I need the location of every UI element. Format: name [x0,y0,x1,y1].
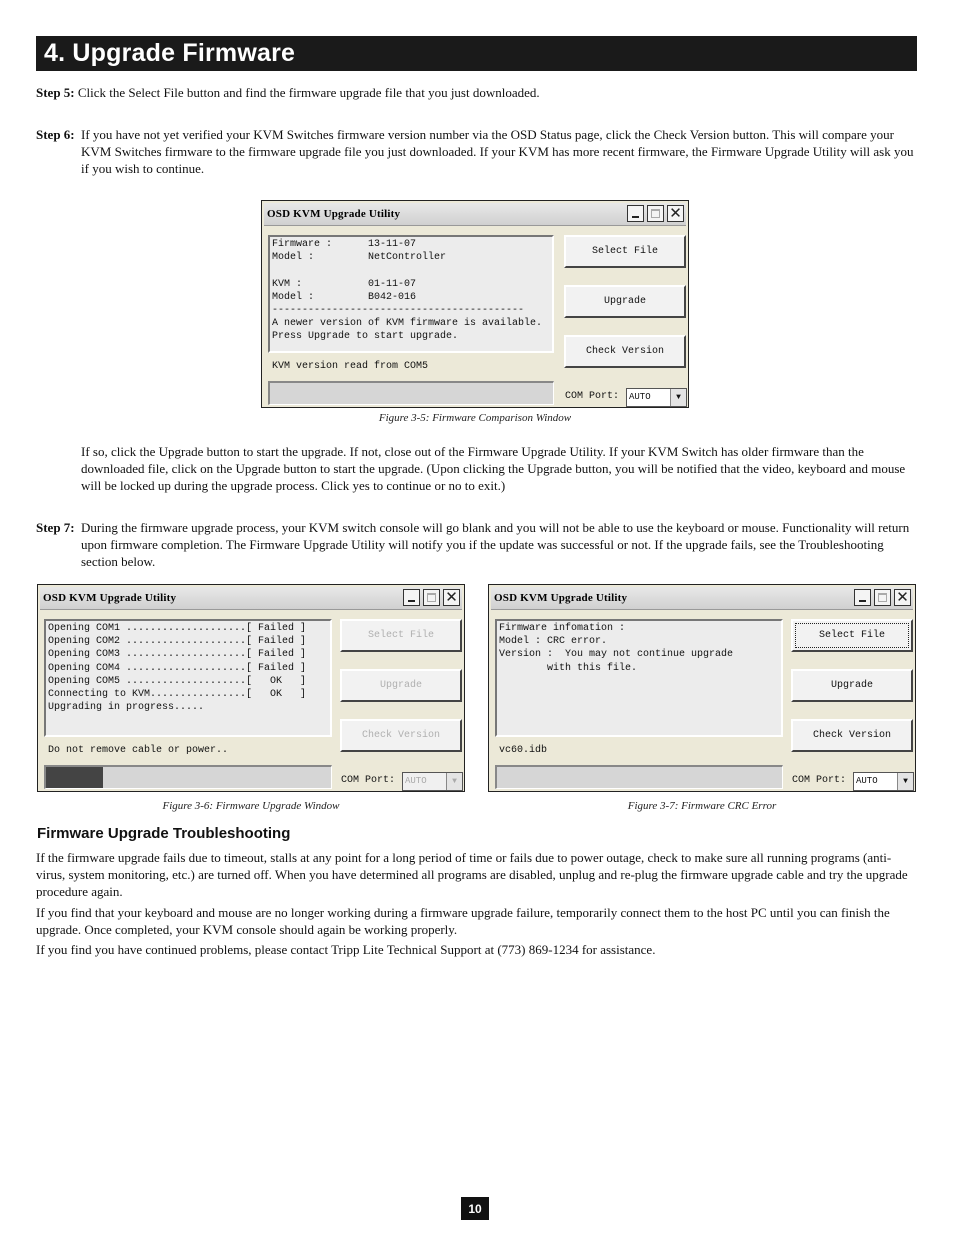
com-port-label: COM Port: [792,775,847,786]
window-titlebar [40,587,462,610]
step-6-text: If you have not yet verified your KVM Switches firmware version number via the OSD Status page, click the Check Version button. This will compare your KVM Switches firmware to the firmware upgrade file you just downloaded. If your KVM has more recent firmware, the Firmware Upgrade Utility will ask you if you wish to continue. [81,127,914,176]
check-version-button[interactable]: Check Version [564,335,686,368]
figure-caption: Figure 3-6: Firmware Upgrade Window [162,800,340,812]
troubleshooting-heading: Firmware Upgrade Troubleshooting [37,825,291,842]
maximize-icon[interactable] [423,589,440,606]
window-title: OSD KVM Upgrade Utility [43,592,177,604]
figure-caption: Figure 3-5: Firmware Comparison Window [378,412,572,424]
status-message: Do not remove cable or power.. [48,745,229,756]
window-title: OSD KVM Upgrade Utility [267,208,401,220]
check-version-button[interactable]: Check Version [791,719,913,752]
progress-bar [495,765,783,789]
section-title: 4. Upgrade Firmware [44,39,296,67]
step-7 [36,519,916,570]
step-5 [36,84,916,101]
com-port-value: AUTO [856,776,878,786]
step-7-text: During the firmware upgrade process, your KVM switch console will go blank and you will not be able to use the keyboard or mouse. Functionality will return upon firmware completion. The Firmware Upgrade Utility will notify you if the update was successful or not. If the upgrade fails, see the Troubleshooting section below. [81,520,910,569]
step-5-text: Click the Select File button and find the firmware upgrade file that you just downloaded. [77,85,540,100]
close-icon[interactable]: ✕ [443,589,460,606]
after-figure-paragraph: If so, click the Upgrade button to start the upgrade. If not, close out of the Firmware Upgrade Utility. If your KVM Switch has older firmware than the downloaded file, click on the Upgrade button to start the upgrade. (Upon clicking the Upgrade button, you will be notified that the video, keyboard and mouse will be locked up during the upgrade process. Click yes to continue or no to exit.) [81,444,906,493]
com-port-select[interactable] [853,772,914,791]
com-port-label: COM Port: [341,775,396,786]
maximize-icon[interactable] [874,589,891,606]
window-titlebar [264,203,686,226]
minimize-icon[interactable] [403,589,420,606]
minimize-icon[interactable] [854,589,871,606]
troubleshooting-paragraph-1: If the firmware upgrade fails due to timeout, stalls at any point for a long period of time or fails due to power outage, check to make sure all running programs (anti-virus, system monitoring, etc.) are turned off. When you have determined all programs are disabled, unplug and re-plug the firmware upgrade cable and try the upgrade procedure again. [36,850,908,899]
maximize-icon[interactable] [647,205,664,222]
minimize-icon[interactable] [627,205,644,222]
upgrade-utility-window-comparison [261,200,689,408]
close-icon[interactable]: ✕ [894,589,911,606]
status-message: KVM version read from COM5 [272,361,429,372]
upgrade-log-box: Opening COM1 ....................[ Failed ] Opening COM2 ....................[ Failed ] Opening COM3 ....................[ Failed ] Opening COM4 ....................[ Failed ] Opening COM5 ....................[ OK ] Connecting to KVM................[ OK ] Upgrading in progress..... [44,619,332,737]
step-6 [36,126,916,177]
upgrade-utility-window-crc-error [488,584,916,792]
upgrade-button[interactable]: Upgrade [791,669,913,702]
check-version-button[interactable]: Check Version [340,719,462,752]
troubleshooting-paragraph-3: If you find you have continued problems, please contact Tripp Lite Technical Support at (773) 869-1234 for assistance. [36,942,656,957]
progress-bar [268,381,554,405]
window-title: OSD KVM Upgrade Utility [494,592,628,604]
window-titlebar [491,587,913,610]
progress-fill [46,767,103,788]
com-port-select[interactable] [402,772,463,791]
dropdown-arrow-icon[interactable]: ▼ [897,773,913,790]
com-port-value: AUTO [629,392,651,402]
page-number: 10 [461,1197,489,1220]
dropdown-arrow-icon[interactable]: ▼ [446,773,462,790]
section-header-bar [36,36,917,71]
select-file-button[interactable]: Select File [340,619,462,652]
step-5-label: Step 5: [36,85,75,100]
upgrade-button[interactable]: Upgrade [564,285,686,318]
step-6-label: Step 6: [36,127,75,142]
com-port-value: AUTO [405,776,427,786]
figure-caption: Figure 3-7: Firmware CRC Error [627,800,777,812]
upgrade-button[interactable]: Upgrade [340,669,462,702]
dropdown-arrow-icon[interactable]: ▼ [670,389,686,406]
progress-bar [44,765,332,789]
upgrade-utility-window-progress [37,584,465,792]
select-file-button[interactable]: Select File [791,619,913,652]
com-port-select[interactable] [626,388,687,407]
step-7-label: Step 7: [36,520,75,535]
com-port-label: COM Port: [565,391,620,402]
troubleshooting-paragraph-2: If you find that your keyboard and mouse are no longer working during a firmware upgrade failure, temporarily connect them to the host PC until you can finish the upgrade. Once completed, your KVM console should again be working properly. [36,905,890,937]
select-file-button[interactable]: Select File [564,235,686,268]
firmware-info-box: Firmware infomation : Model : CRC error. Version : You may not continue upgrade with this file. [495,619,783,737]
status-message: vc60.idb [499,745,548,756]
close-icon[interactable]: ✕ [667,205,684,222]
firmware-info-box: Firmware : 13-11-07 Model : NetController KVM : 01-11-07 Model : B042-016 ------------------------------------------ A newer version of KVM firmware is available. Press Upgrade to start upgrade. [268,235,554,353]
